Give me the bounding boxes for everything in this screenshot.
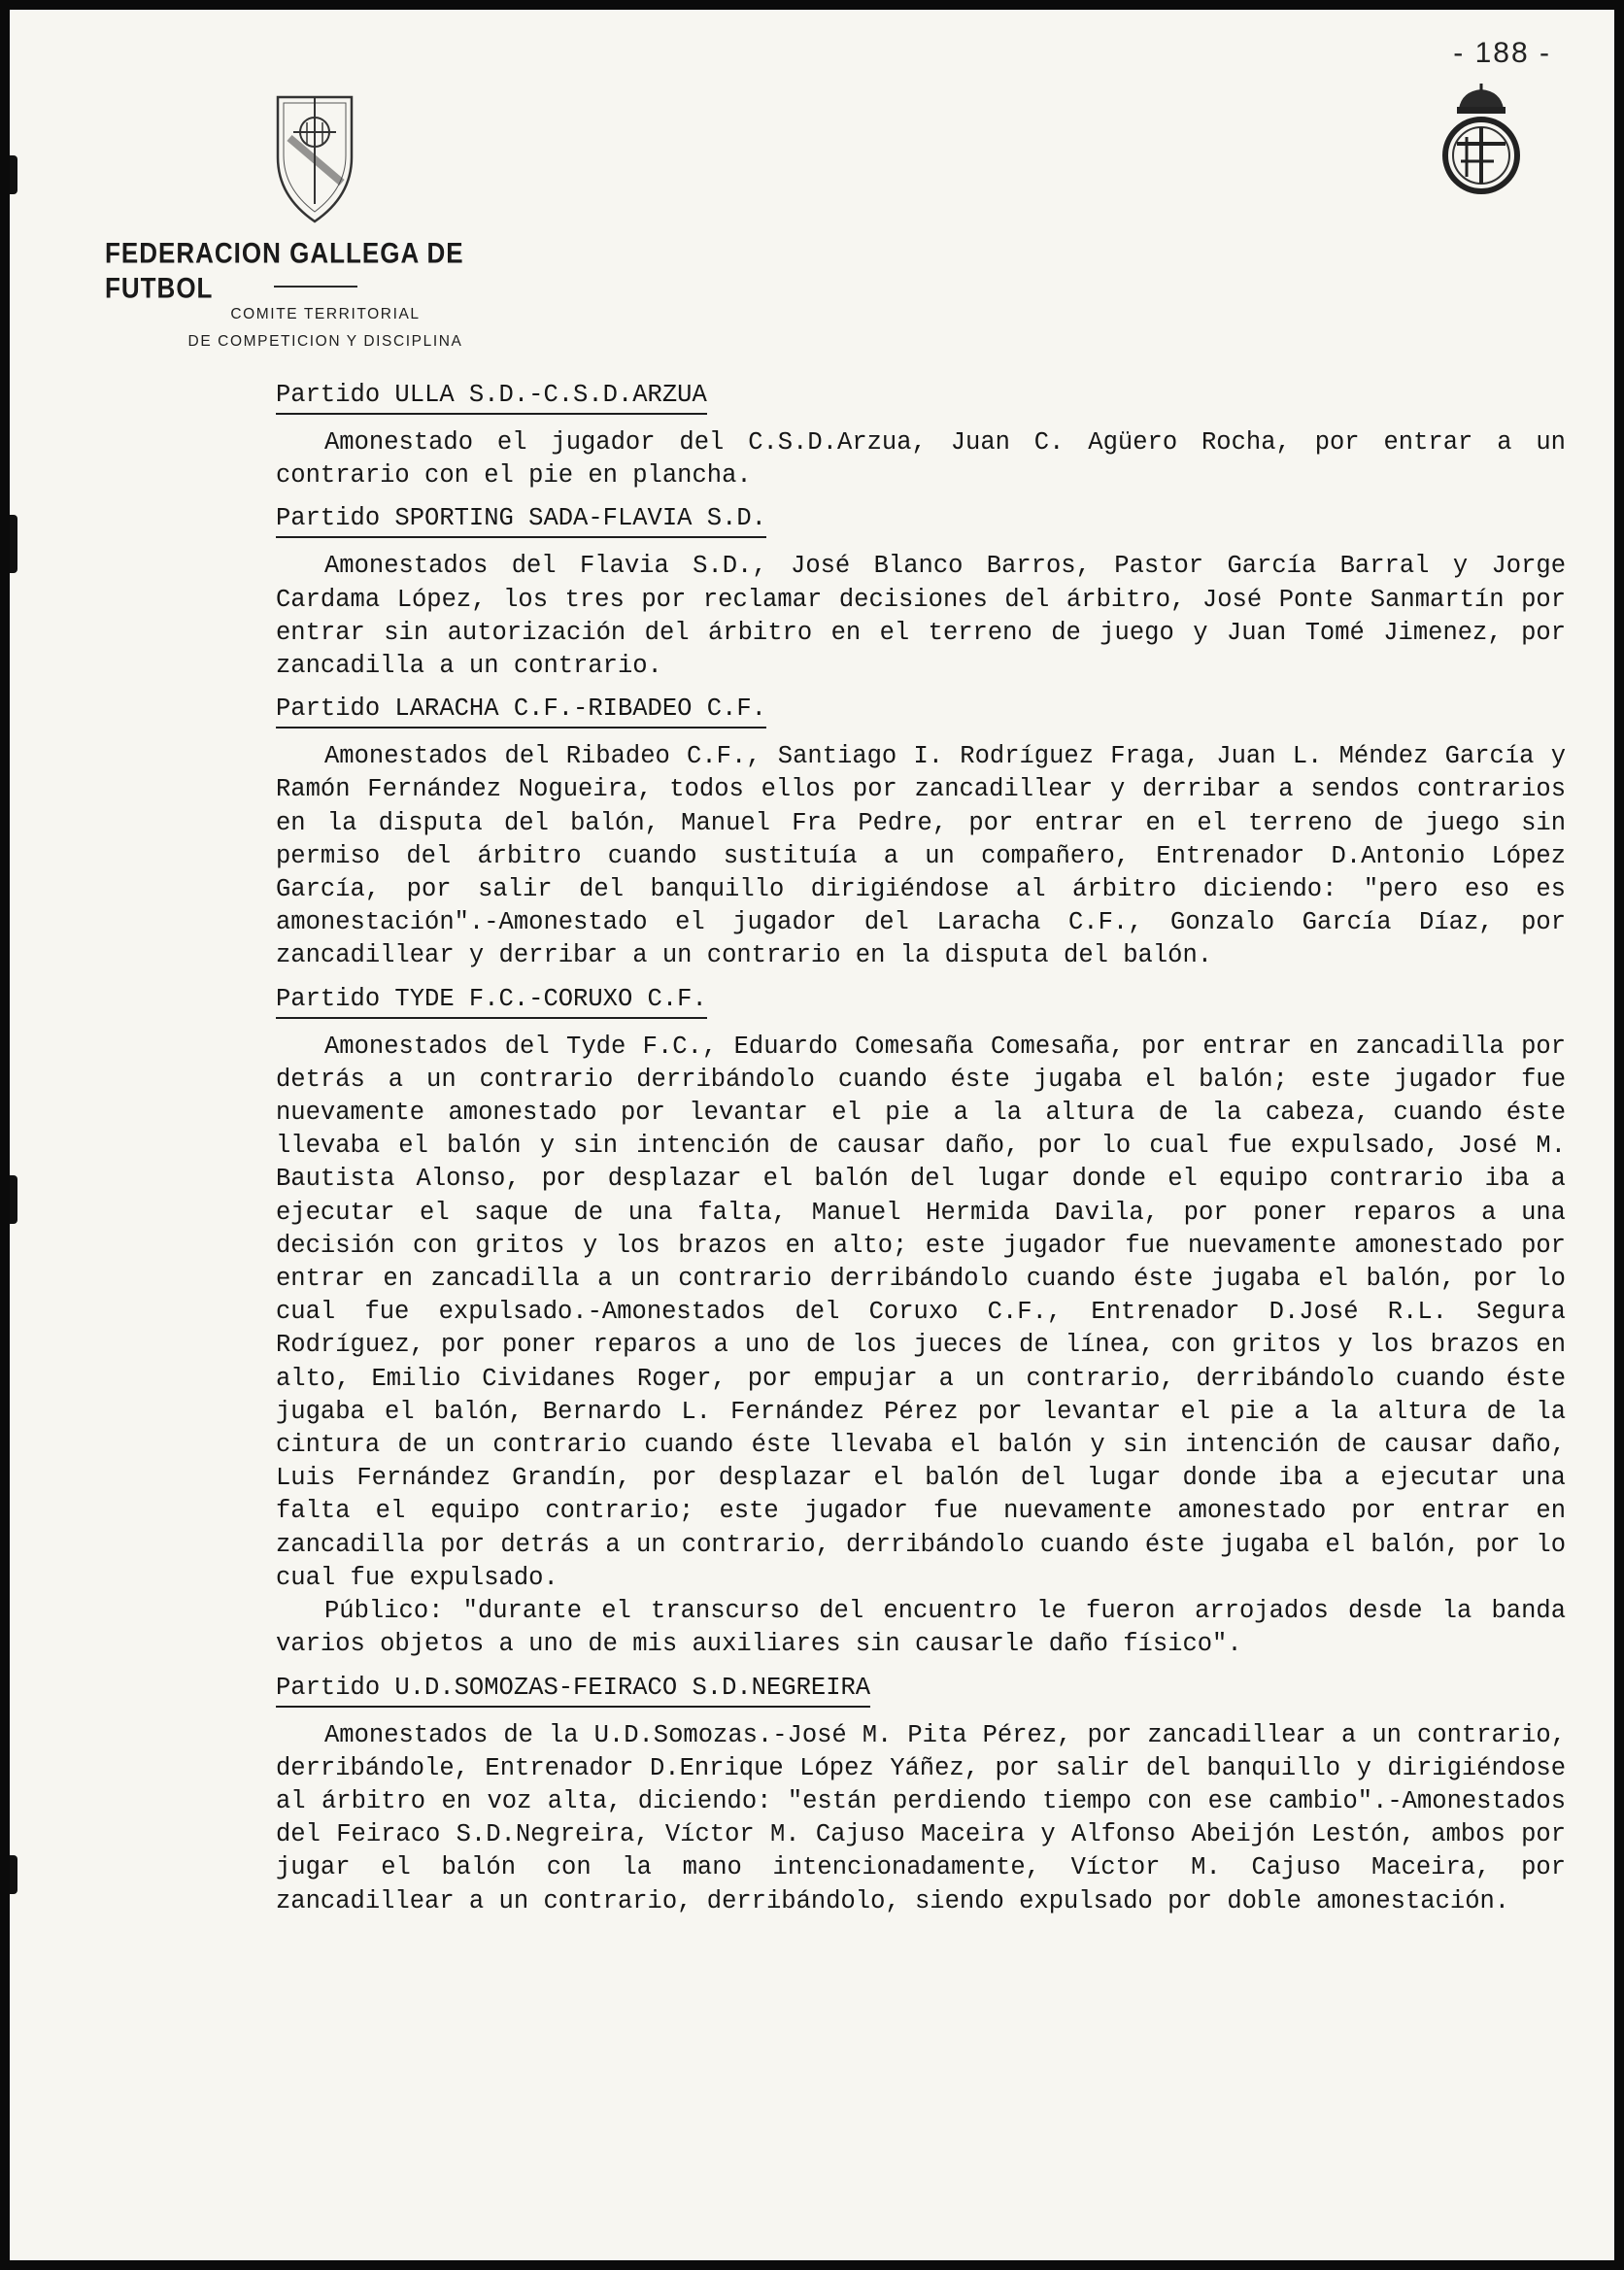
page-number: - 188 - — [1453, 37, 1551, 69]
federation-shield-icon — [272, 89, 357, 225]
match-section — [264, 379, 1566, 492]
scan-edge-mark — [10, 155, 17, 194]
federation-name: FEDERACION GALLEGA DE FUTBOL — [105, 236, 464, 305]
header-divider — [274, 286, 357, 288]
resolutions-content — [264, 379, 1566, 1928]
scan-edge-mark — [10, 1855, 17, 1894]
match-title: Partido TYDE F.C.-CORUXO C.F. — [276, 983, 707, 1019]
match-title: Partido LARACHA C.F.-RIBADEO C.F. — [276, 693, 766, 728]
match-section — [264, 983, 1566, 1662]
match-section — [264, 1672, 1566, 1918]
match-section — [264, 693, 1566, 972]
scan-edge-mark — [10, 1175, 17, 1224]
match-title: Partido ULLA S.D.-C.S.D.ARZUA — [276, 379, 707, 415]
match-title: Partido SPORTING SADA-FLAVIA S.D. — [276, 502, 766, 538]
public-note: Público: "durante el transcurso del encuentro le fueron arrojados desde la banda varios objetos a uno de mis auxiliares sin causarle daño físico". — [276, 1597, 1566, 1659]
committee-name — [107, 301, 544, 356]
match-section — [264, 502, 1566, 683]
match-resolution-text: Amonestados del Tyde F.C., Eduardo Comesaña Comesaña, por entrar en zancadilla por detrás a un contrario derribándolo cuando éste jugaba el balón; este jugador fue nuevamente amonestado por levantar el pie a la altura de la cabeza, cuando éste llevaba el balón y sin intención de causar daño, por lo cual fue expulsado, José M. Bautista Alonso, por desplazar el balón del lugar donde el equipo contrario iba a ejecutar el saque de una falta, Manuel Hermida Davila, por poner reparos a una decisión con gritos y los brazos en alto; este jugador fue nuevamente amonestado por entrar en zancadilla a un contrario derribándolo cuando éste jugaba el balón, por lo cual fue expulsado.-Amonestados del Coruxo C.F., Entrenador D.José R.L. Segura Rodríguez, por poner reparos a uno de los jueces de línea, con gritos y los brazos en alto, Emilio Cividanes Roger, por empujar a un contrario, derribándolo cuando éste jugaba el balón, Bernardo L. Fernández Pérez por levantar el pie a la altura de la cintura de un contrario cuando éste llevaba el balón y sin intención de causar daño, Luis Fernández Grandín, por desplazar el balón del lugar donde iba a ejecutar una falta el equipo contrario; este jugador fue nuevamente amonestado por entrar en zancadilla por detrás a un contrario, derribándolo cuando éste jugaba el balón, por lo cual fue expulsado. — [276, 1032, 1566, 1592]
match-resolution-text: Amonestado el jugador del C.S.D.Arzua, Juan C. Agüero Rocha, por entrar a un contrario con el pie en plancha. — [276, 428, 1566, 491]
committee-line-1: COMITE TERRITORIAL — [230, 306, 421, 322]
scan-edge-mark — [10, 515, 17, 573]
committee-line-2: DE COMPETICION Y DISCIPLINA — [187, 333, 463, 350]
document-page — [10, 10, 1614, 2260]
match-resolution-text: Amonestados de la U.D.Somozas.-José M. Pita Pérez, por zancadillear a un contrario, derribándole, Entrenador D.Enrique López Yáñez, por salir del banquillo y dirigiéndose al árbitro en voz alta, diciendo: "están perdiendo tiempo con ese cambio".-Amonestados del Feiraco S.D.Negreira, Víctor M. Cajuso Maceira y Alfonso Abeijón Lestón, ambos por jugar el balón con la mano intencionadamente, Víctor M. Cajuso Maceira, por zancadillear a un contrario, derribándolo, siendo expulsado por doble amonestación. — [276, 1720, 1566, 1915]
match-title: Partido U.D.SOMOZAS-FEIRACO S.D.NEGREIRA — [276, 1672, 870, 1708]
match-resolution-text: Amonestados del Ribadeo C.F., Santiago I. Rodríguez Fraga, Juan L. Méndez García y Ramón Fernández Nogueira, todos ellos por zancadillear y derribar a sendos contrarios en la disputa del balón, Manuel Fra Pedre, por entrar en el terreno de juego sin permiso del árbitro cuando sustituía a un compañero, Entrenador D.Antonio López García, por salir del banquillo dirigiéndose al árbitro diciendo: "pero eso es amonestación".-Amonestado el jugador del Laracha C.F., Gonzalo García Díaz, por zancadillear y derribar a un contrario en la disputa del balón. — [276, 742, 1566, 970]
royal-crest-icon — [1438, 84, 1525, 200]
match-resolution-text: Amonestados del Flavia S.D., José Blanco Barros, Pastor García Barral y Jorge Cardama López, los tres por reclamar decisiones del árbitro, José Ponte Sanmartín por entrar sin autorización del árbitro en el terreno de juego y Juan Tomé Jimenez, por zancadilla a un contrario. — [276, 552, 1566, 681]
